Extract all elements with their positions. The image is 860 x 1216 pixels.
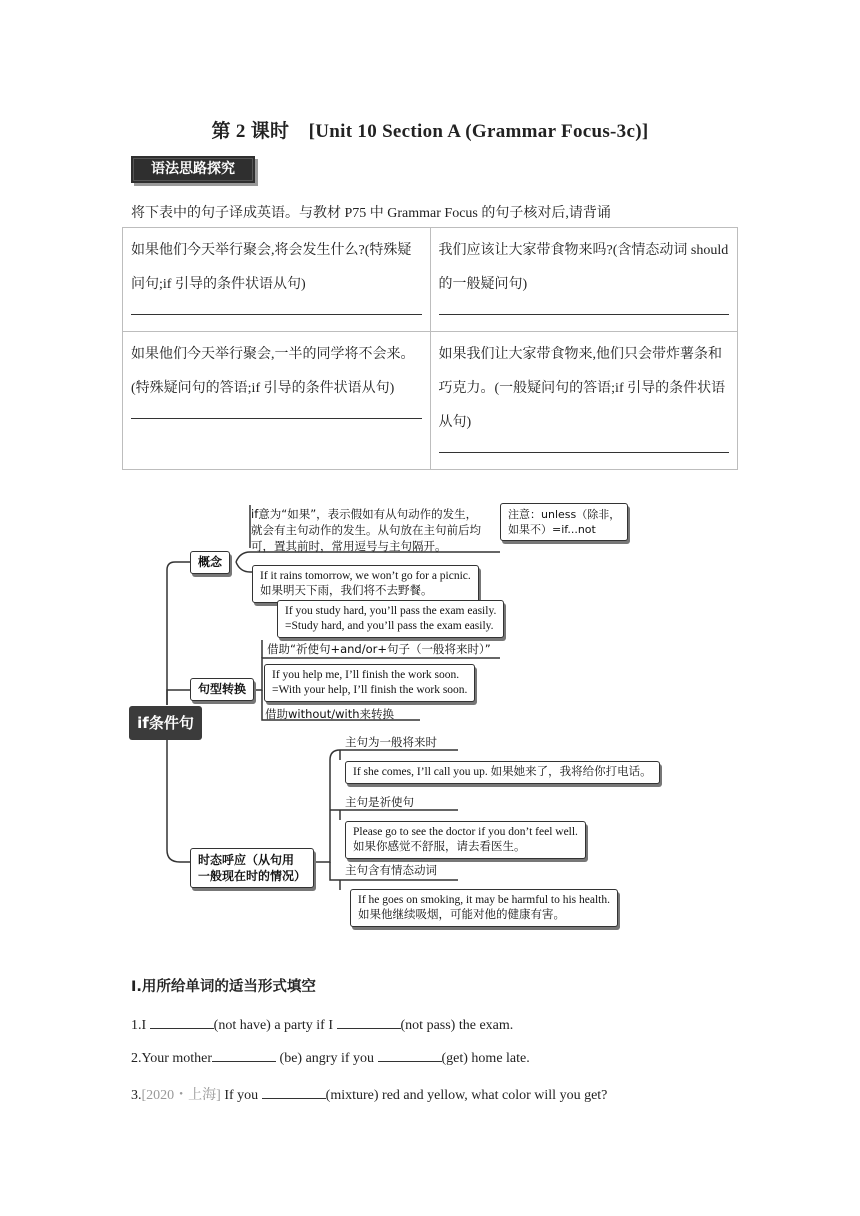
section-heading: Ⅰ.用所给单词的适当形式填空: [131, 979, 316, 995]
question-3: 3.[2020・上海] If you (mixture) red and yellow, what color will you get?: [131, 1088, 608, 1103]
tense-example-1: If she comes, I’ll call you up. 如果她来了，我将给你打电话。: [345, 761, 660, 784]
table-cell: 我们应该让大家带食物来吗?(含情态动词 should 的一般疑问句): [430, 228, 738, 332]
conversion-note-2: 借助without/with来转换: [265, 707, 395, 721]
tense-case-1: 主句为一般将来时: [345, 735, 437, 749]
tense-label: 时态呼应（从句用 一般现在时的情况）: [190, 848, 314, 888]
question-1: 1.I (not have) a party if I (not pass) the exam.: [131, 1018, 514, 1033]
blank-field[interactable]: [337, 1016, 401, 1029]
table-cell: 如果我们让大家带食物来,他们只会带炸薯条和巧克力。(一般疑问句的答语;if 引导的条件状语从句): [430, 332, 738, 470]
concept-label: 概念: [190, 551, 230, 574]
conversion-note-1: 借助“祈使句+and/or+句子（一般将来时）”: [267, 642, 491, 656]
question-source: [2020・上海]: [141, 1088, 221, 1103]
section-badge: 语法思路探究: [131, 156, 255, 183]
conversion-example-2: If you help me, I’ll finish the work soon. =With your help, I’ll finish the work soon.: [264, 664, 475, 702]
mindmap-root: if条件句: [129, 706, 202, 740]
blank-field[interactable]: [212, 1049, 276, 1062]
question-2: 2.Your mother (be) angry if you (get) home late.: [131, 1051, 530, 1066]
page-title: 第 2 课时 [Unit 10 Section A (Grammar Focus-3c)]: [211, 121, 649, 142]
table-cell: 如果他们今天举行聚会,一半的同学将不会来。(特殊疑问句的答语;if 引导的条件状语从句): [123, 332, 431, 470]
conversion-label: 句型转换: [190, 678, 254, 701]
concept-example: If it rains tomorrow, we won’t go for a picnic. 如果明天下雨，我们将不去野餐。: [252, 565, 479, 603]
intro-text: 将下表中的句子译成英语。与教材 P75 中 Grammar Focus 的句子核对后,请背诵: [131, 206, 611, 221]
tense-example-3: If he goes on smoking, it may be harmful to his health. 如果他继续吸烟，可能对他的健康有害。: [350, 889, 618, 927]
blank-field[interactable]: [262, 1086, 326, 1099]
conversion-example-1: If you study hard, you’ll pass the exam easily. =Study hard, and you’ll pass the exam easily.: [277, 600, 504, 638]
blank-field[interactable]: [150, 1016, 214, 1029]
tense-example-2: Please go to see the doctor if you don’t feel well. 如果你感觉不舒服，请去看医生。: [345, 821, 586, 859]
concept-definition: if意为“如果”，表示假如有从句动作的发生， 就会有主句动作的发生。从句放在主句前后均 可，置其前时，常用逗号与主句隔开。: [251, 507, 481, 553]
tense-case-2: 主句是祈使句: [345, 795, 414, 809]
blank-field[interactable]: [378, 1049, 442, 1062]
table-cell: 如果他们今天举行聚会,将会发生什么?(特殊疑问句;if 引导的条件状语从句): [123, 228, 431, 332]
unless-note: 注意：unless（除非， 如果不）=if...not: [500, 503, 628, 541]
tense-case-3: 主句含有情态动词: [345, 863, 437, 877]
